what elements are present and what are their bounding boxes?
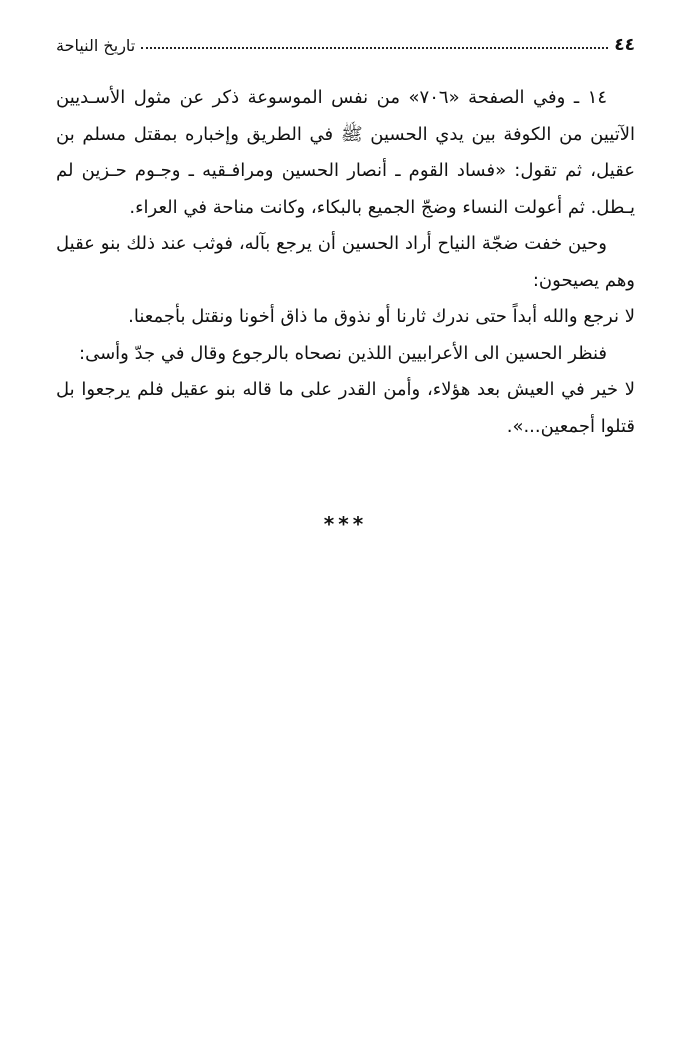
header-dot-leader <box>141 47 608 49</box>
paragraph-retreat: وحين خفت ضجّة النياح أراد الحسين أن يرجع بآله، فوثب عند ذلك بنو عقيل وهم يصيحون: <box>56 233 635 291</box>
paragraph-conclusion: لا خير في العيش بعد هؤلاء، وأمن القدر على ما قاله بنو عقيل فلم يرجعوا بل قتلوا أجمعين...». <box>56 379 635 437</box>
paragraph-item-14: ١٤ ـ وفي الصفحة «٧٠٦» من نفس الموسوعة ذكر عن مثول الأسـديين الآتيين من الكوفة بين يدي الحسين ﷺ في الطريق وإخباره بمقتل مسلم بن عقيل، ثم تقول: «فساد القوم ـ أنصار الحسين ومرافـقيه ـ وجـوم حـزين لم يـطل. ثم أعولت النساء وضجّ الجميع بالبكاء، وكانت مناحة في العراء. <box>56 87 635 218</box>
page-header <box>56 28 635 62</box>
main-text <box>56 80 635 445</box>
running-title: تاريخ النياحة <box>56 35 136 55</box>
paragraph-oath: لا نرجع والله أبداً حتى ندرك ثارنا أو نذوق ما ذاق أخونا ونقتل بأجمعنا. <box>128 306 635 327</box>
paragraph-hussein-response: فنظر الحسين الى الأعرابيين اللذين نصحاه بالرجوع وقال في جدّ وأسى: <box>79 342 607 364</box>
section-separator: *** <box>323 512 368 536</box>
page-number: ٤٤ <box>614 35 635 55</box>
